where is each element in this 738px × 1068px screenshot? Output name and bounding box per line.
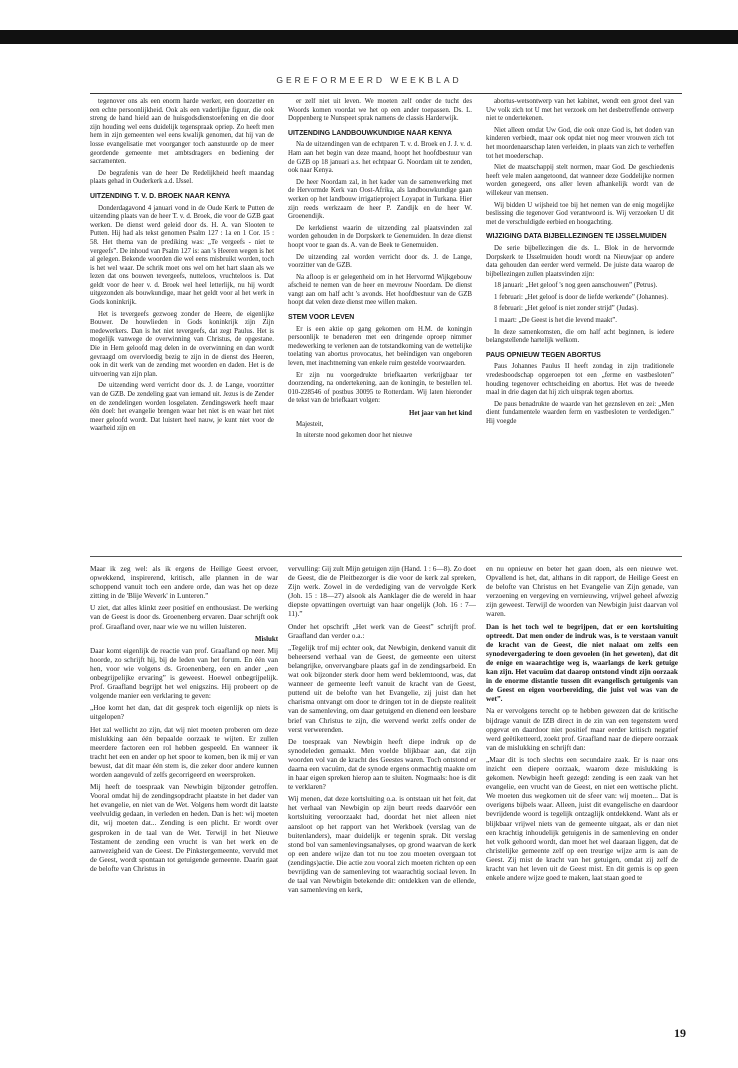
paragraph: Niet de maatschappij stelt normen, maar God. De geschiedenis heeft vele malen aangetoond, dat wanneer deze Goddelijke normen worden genegeerd, ons aller leven afhankelijk wordt van de willekeur van mensen. [486, 164, 674, 197]
top-black-bar [0, 30, 738, 44]
paragraph: Majesteit, [296, 420, 324, 428]
paragraph: Onder het opschrift „Het werk van de Geest” schrijft prof. Graafland dan verder o.a.: [288, 621, 476, 640]
paragraph: Maar ik zeg wel: als ik ergens de Heilige Geest ervoer, opwekkend, inspirerend, kritisch, alle plannen in de war schoppend vanuit toch een andere orde, dan was het op deze zitting in de 'Blije Weverk' in Lunteren.” [90, 564, 278, 601]
subheading: Mislukt [255, 635, 278, 643]
paragraph: vervulling: Gij zult Mijn getuigen zijn (Hand. 1 : 6—8). Zo doet de Geest, die de Pleitbezorger is die voor de kerk zal spreken, Zijn werk. Zowel in de verdediging van de vervolgde Kerk (Joh. 15 : 18—27) alsook als Aanklager die de wereld in haar diepste opvattingen overtuigt van haar ongelijk (Joh. 16 : 7—11).” [288, 564, 476, 619]
section-heading: WIJZIGING DATA BIJBELLEZINGEN TE IJSSELMUIDEN [486, 233, 667, 241]
paragraph: Het is tevergeefs gezwoeg zonder de Heere, de eigenlijke Bouwer. De houwlieden in Gods koninkrijk zijn Zijn medewerkers. Dan is het niet tevergeefs, dat zegt Paulus. Het is mogelijk vanwege de overwinning van Christus, de opgestane. Die in Hem geloofd mag delen in de overwinning en dan wordt gevraagd om overvloedig bezig te zijn in de dienst des Heeren, ook in dit werk van de zending met woorden en daden. Het is de uitvoering van zijn plan. [90, 310, 274, 378]
paragraph: In uiterste nood gekomen door het nieuwe [296, 432, 413, 440]
section-heading: PAUS OPNIEUW TEGEN ABORTUS [486, 351, 601, 359]
postcard-heading: Het jaar van het kind [408, 410, 472, 417]
paragraph: 8 februari: „Het geloof is niet zonder strijd” (Judas). [494, 305, 639, 313]
paragraph: In deze samenkomsten, die om half acht beginnen, is iedere belangstellende hartelijk welkom. [486, 328, 674, 345]
paragraph: De heer Noordam zal, in het kader van de samenwerking met de Hervormde Kerk van Oost-Afrika, als landbouwkundige gaan werken op het landbouw irrigatieproject Loyapat in Turkana. Hier zijn reeds werkzaam de heer P. Zandijk en de heer W. Groenendijk. [288, 178, 472, 221]
running-header: GEREFORMEERD WEEKBLAD [276, 75, 462, 85]
paragraph: „Maar dit is toch slechts een secundaire zaak. Er is naar ons inzicht een diepere oorzaak, waarom deze mislukking is gekomen. Newbigin heeft gezegd: zending is een zaak van het evangelie, een vrucht van de Geest, en niet een wettische plicht. We moeten dus wegkomen uit de sfeer van: wij moeten... Dat is overigens bijbels waar. Alleen, juist dit evangelische en daardoor bevrijdende woord is tegelijk ontzaglijk ontdekkend. Want als er blijkbaar vrijwel niets van de gemeente uitgaat, als er dan niet een krachtig inhoudelijk getuigenis in de samenleving en onder het volk gehoord wordt, dan moet het wel daaraan liggen, dat de christelijke gemeente zelf op een treurige wijze arm is aan de Geest. Zij mist de kracht van het getuigen, omdat zij zelf de kracht van het leven uit de Geest mist. En dit gemis is op geen enkele andere wijze goed te maken, laat staan goed te [486, 754, 678, 883]
paragraph: Niet alleen omdat Uw God, die ook onze God is, het doden van kinderen verbiedt, maar ook opdat niet nog meer vrouwen zich tot het moordenaarschap laten verleiden, in plaats van zich te verheffen tot het moederschap. [486, 126, 674, 160]
paragraph: en nu opnieuw en beter het gaan doen, als een nieuwe wet. Opvallend is het, dat, althans in dit rapport, de Heilige Geest en de belofte van Christus en het Evangelie van Zijn genade, van verzoening en vergeving en vernieuwing, vrijwel geheel afwezig zijn geweest. Terwijl de woorden van Newbigin juist daarvan vol waren. [486, 564, 678, 619]
paragraph: De toespraak van Newbigin heeft diepe indruk op de synodeleden gemaakt. Men voelde blijkbaar aan, dat zijn woorden vol van de kracht des Geestes waren. Toch ontstond er daarna een vacuüm, dat de synode ergens onmachtig maakte om in haar eigen spreken hierop aan te sluiten. Nogmaals: hoe is dit te verklaren? [288, 736, 476, 792]
lower-column-3 [486, 564, 678, 1024]
page-number: 19 [674, 1026, 686, 1040]
paragraph: tegenover ons als een enorm harde werker, een doorzetter en een echte persoonlijkheid. Ook als een vaderlijke figuur, die ook streng de hand hield aan de huisgodsdienstoefening en die door zijn houding wel eens duidelijk tegenspraak opriep. Zo heeft men hem in zijn gemeenten wel eens kwalijk genomen, dat hij van de losse evangelisatie met voorganger toch aanstuurde op de meer geordende gemeente met ambtsdragers en bediening der sacramenten. [90, 98, 274, 166]
paragraph: Daar komt eigenlijk de reactie van prof. Graafland op neer. Mij hoorde, zo schrijft hij, bij de leden van het forum. En één van hen, voor wie volgens ds. Groenenberg, een en ander „een onbegrijpelijke ervaring” is geweest. Hoewel onbegrijpelijk. Prof. Graafland begrijpt het wel enigszins. Hij probeert op de volgende manier een verklaring te geven: [90, 645, 278, 701]
section-divider [90, 556, 682, 557]
paragraph: abortus-wetsontwerp van het kabinet, wendt een groot deel van Uw volk zich tot U met het verzoek om het desbetreffende ontwerp niet te ondertekenen. [486, 98, 674, 123]
paragraph: De uitzending werd verricht door ds. J. de Lange, voorzitter van de GZB. De zendeling gaat van iemand uit. Jezus is de Zender en de zendelingen worden losgelaten. Zendingswerk heeft maar één doel: het evangelie brengen waar het niet is en waar het niet meer geloofd wordt. Dat luistert heel nauw, je kunt niet voor de waarheid zijn en [90, 382, 274, 433]
paragraph: De uitzending zal worden verricht door ds. J. de Lange, voorzitter van de GZB. [288, 253, 472, 270]
paragraph: Na er vervolgens terecht op te hebben gewezen dat de kritische bijdrage vanuit de IZB direct in de zin van een tegenstem werd opgevat en daardoor niet positief maar eerder kritisch negatief werd geëtiketteerd, zoekt prof. Graafland naar de diepere oorzaak van de mislukking en schrijft dan: [486, 706, 678, 752]
paragraph: Er is een aktie op gang gekomen om H.M. de koningin persoonlijk te benaderen met een dringende oproep nimmer medewerking te verlenen aan de totstandkoming van de wettelijke toelating van abortus provocatus, het beëindigen van ongeboren leven, met inachtneming van enkele ruim gestelde voorwaarden. [288, 325, 472, 368]
paragraph: er zelf niet uit leven. We moeten zelf onder de tucht des Woords komen voordat we het op een ander toepassen. Ds. L. Doppenberg te Nunspeet sprak namens de classis Harderwijk. [288, 98, 472, 123]
section-heading: STEM VOOR LEVEN [288, 314, 355, 322]
paragraph: U ziet, dat alles klinkt zeer positief en enthousiast. De werking van de Geest is door ds. Groenenberg ervaren. Daar schrijft ook prof. Graafland over, naar wie we nu willen luisteren. [90, 603, 278, 631]
paragraph: Het zal wellicht zo zijn, dat wij niet moeten proberen om deze mislukking aan één bepaalde oorzaak te wijten. Er zullen meerdere factoren een rol hebben gespeeld. En wanneer ik tracht het een en ander op het spoor te komen, ben ik mij er van bewust, dat dit maar één stem is, die zeker door andere kunnen worden aangevuld of zelfs gecorrigeerd en weersproken. [90, 724, 278, 779]
paragraph: Dan is het toch wel te begrijpen, dat er een kortsluiting optreedt. Dat men onder de indruk was, is te verstaan vanuit de kracht van de Geest, die niet nalaat om zelfs een synodevergadering te doen gevoelen (in het geweten), dat dit de enige en waarachtige weg is, waarlangs de kerk getuige kan zijn. Het vacuüm dat daarop ontstond vindt zijn oorzaak in de enorme distantie tussen dit evangelisch getuigenis van de Geest en eigen voorbereiding, die juist vol was van de wet”. [486, 621, 678, 704]
paragraph: De paus benadrukte de waarde van het geznsleven en zei: „Men dient fundamentele waarden ferm en vastbesloten te verdedigen.” Hij voegde [486, 400, 674, 425]
paragraph: De kerkdienst waarin de uitzending zal plaatsvinden zal worden gehouden in de Dorpskerk te Genemuiden. In deze dienst hoopt voor te gaan ds. A. van de Beek te Genemuiden. [288, 224, 472, 249]
paragraph: „Hoe komt het dan, dat dit gesprek toch eigenlijk op niets is uitgelopen? [90, 703, 278, 722]
paragraph: „Tegelijk trof mij echter ook, dat Newbigin, denkend vanuit dit beheersend verhaal van de Geest, de gemeente een uiterst belangrijke, onvervangbare plaats gaf in de zendingsarbeid. En wat ook bijzonder sterk door hem werd beklemtoond, was, dat wanneer de gemeente leeft vanuit de kracht van de Geest, puttend uit de belofte van het Evangelie, zij juist dan het charisma ontvangt om door te dringen tot in de diepste realiteit van de samenleving, om daar getuigend en dienend een leesbare brief van Christus te zijn, die wervend werkt zelfs onder de verst verwerenden. [288, 642, 476, 734]
paragraph: Donderdagavond 4 januari vond in de Oude Kerk te Putten de uitzending plaats van de heer T. v. d. Broek, die voor de GZB gaat werken. De dienst werd geleid door ds. H. A. van Slooten te Putten. Hij had als tekst genomen Psalm 127 : 1a en 1 Cor. 15 : 58. Het thema van de prediking was: „Te vergeefs - niet te vergeefs”. De inhoud van Psalm 127 is: aan 's Heeren wegen is het al gelegen. Bekende woorden die wel eens misbruikt worden, toch is het wel waar. De schrik moet ons wel om het hart slaan als we lezen dat ons bouwen tevergeefs, nutteloos, vruchteloos is. Dat geldt voor de heer v. d. Broek wel heel letterlijk, nu hij wordt uitgezonden als bouwkundige, maar het geldt voor al het werk in Gods koninkrijk. [90, 204, 274, 307]
paragraph: 1 februari: „Het geloof is door de liefde werkende” (Johannes). [494, 293, 669, 301]
section-heading: UITZENDING T. V. D. BROEK NAAR KENYA [90, 192, 230, 200]
paragraph: Na afloop is er gelegenheid om in het Hervormd Wijkgebouw afscheid te nemen van de heer en mevrouw Noordam. De dienst vangt aan om half acht 's avonds. Het hoofdbestuur van de GZB hoopt dat velen deze dienst mee willen maken. [288, 273, 472, 307]
upper-column-2 [288, 98, 472, 550]
paragraph: Wij bidden U wijsheid toe bij het nemen van de enig mogelijke beslissing die tegenover God verantwoord is. Wij verzoeken U dit met de verschuldigde eerbied en hoogachting. [486, 201, 674, 226]
lower-column-1 [90, 564, 278, 1024]
paragraph: De begrafenis van de heer De Redelijkheid heeft maandag plaats gehad in Ouderkerk a.d. IJssel. [90, 169, 274, 186]
paragraph: 18 januari: „Het geloof 's nog geen aanschouwen” (Petrus). [494, 282, 658, 290]
lower-column-2 [288, 564, 476, 1024]
paragraph: 1 maart: „De Geest is het die levend maakt”. [494, 317, 618, 325]
paragraph: De serie bijbellezingen die ds. L. Blok in de hervormde Dorpskerk te IJsselmuiden houdt wordt na Nieuwjaar op andere data gehouden dan eerder werd vermeld. De juiste data waarop de bijbellezingen zullen plaatsvinden zijn: [486, 244, 674, 278]
upper-column-3 [486, 98, 674, 550]
upper-column-1 [90, 98, 274, 550]
header-rule [90, 93, 682, 94]
paragraph: Paus Johannes Paulus II heeft zondag in zijn traditionele vredesboodschap opgeroepen tot een „ferme en vastbesloten” houding tegenover echtscheiding en abortus. Het was de tweede maal in drie dagen dat hij zich uitsprak tegen abortus. [486, 363, 674, 397]
section-heading: UITZENDING LANDBOUWKUNDIGE NAAR KENYA [288, 129, 452, 137]
paragraph: Na de uitzendingen van de echtparen T. v. d. Broek en J. J. v. d. Ham aan het begin van deze maand, hoopt het hoofdbestuur van de GZB op 18 januari a.s. het echtpaar G. Noordam uit te zenden, ook naar Kenya. [288, 141, 472, 175]
paragraph: Mij heeft de toespraak van Newbigin bijzonder getroffen. Vooral omdat hij de zendingsopdracht plaatste in het dader van het evangelie, en niet van de Wet. Volgens hem wordt dit laatste veelvuldig gedaan, in verleden en heden. Dan is het: wij moeten dit, wij moeten dat... Zending is een plicht. Er wordt over gesproken in de taal van de Wet. Terwijl in het Nieuwe Testament de zending een vrucht is van het werk en de aanwezigheid van de Geest. De Pinkstergemeente, vervuld met de Geest, wordt spontaan tot getuigende gemeente. Daarin gaat de belofte van Christus in [90, 782, 278, 873]
paragraph: Wij menen, dat deze kortsluiting o.a. is ontstaan uit het feit, dat het verhaal van Newbigin op zijn beurt reeds daarvóór een kortsluiting veroorzaakt had, doordat het niet alleen niet aansloot op het rapport van het Werkboek (verslag van de buitenlanders), maar duidelijk er tegenin sprak. Dit verslag stond bol van samenlevingsanalyses, op grond waarvan de kerk op een andere wijze dan tot nu toe zou moeten overgaan tot (zendings)actie. Die actie zou vooral zich moeten richten op een bevrijding van de samenleving tot waarachtig sociaal leven. In de taal van Newbigin betekende dit: ontdekken van de ellende, van samenleving en kerk, [288, 794, 476, 895]
paragraph: Er zijn nu voorgedrukte briefkaarten verkrijgbaar ter doorzending, na ondertekening, aan de koningin, te bestellen tel. 010-228546 of postbus 30095 te Rotterdam. Wij laten hieronder de tekst van de briefkaart volgen: [288, 371, 472, 405]
